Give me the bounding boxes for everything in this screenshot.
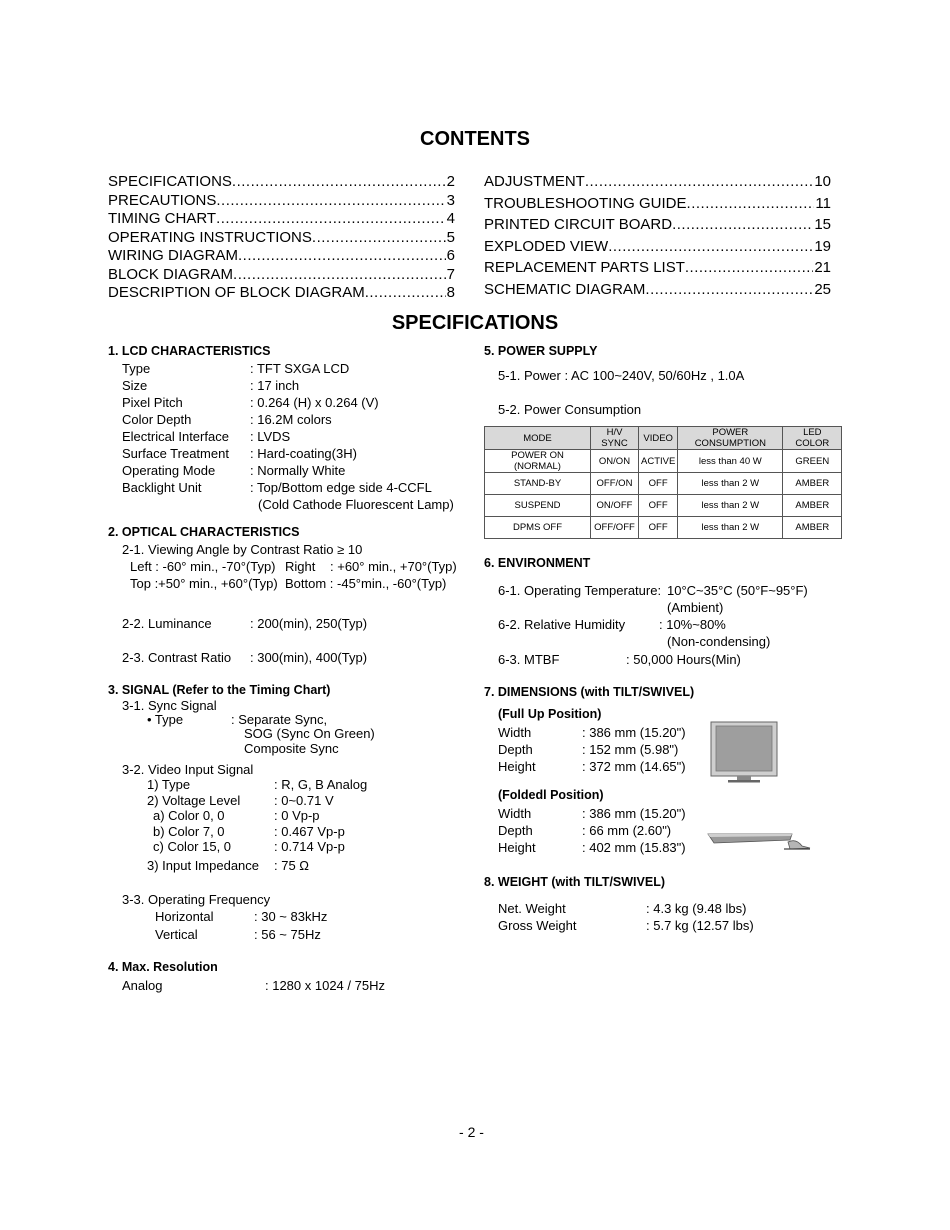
column-header: MODE bbox=[485, 427, 591, 450]
toc-left bbox=[108, 171, 455, 301]
dimensions-heading: 7. DIMENSIONS (with TILT/SWIVEL) bbox=[484, 685, 695, 699]
contents-title: CONTENTS bbox=[420, 128, 530, 150]
full-up-list bbox=[498, 724, 686, 775]
toc-item[interactable]: SPECIFICATIONS ..... 2 bbox=[108, 171, 455, 190]
spec-row: b) Color 7, 0 : 0.467 Vp-p bbox=[153, 823, 345, 839]
table-cell: OFF/OFF bbox=[591, 517, 639, 539]
sync-type-value: : Separate Sync, bbox=[231, 712, 328, 727]
table-cell: DPMS OFF bbox=[485, 517, 591, 539]
monitor-upright-illustration bbox=[708, 720, 780, 784]
spec-row: Color Depth : 16.2M colors bbox=[122, 412, 332, 427]
sync-type-label: • Type bbox=[147, 712, 184, 727]
spec-row: Depth : 152 mm (5.98") bbox=[498, 742, 679, 757]
lcd-list bbox=[122, 360, 454, 513]
resolution-label: Analog bbox=[122, 978, 163, 993]
table-header-row bbox=[485, 427, 842, 450]
vertical-label: Vertical bbox=[155, 927, 198, 942]
table-cell: less than 2 W bbox=[678, 495, 783, 517]
table-cell: STAND-BY bbox=[485, 473, 591, 495]
contrast-value: : 300(min), 400(Typ) bbox=[250, 650, 368, 665]
power-consumption-table bbox=[484, 426, 842, 539]
spec-row: Size : 17 inch bbox=[122, 378, 300, 393]
luminance-label: 2-2. Luminance bbox=[122, 616, 212, 631]
lcd-heading: 1. LCD CHARACTERISTICS bbox=[108, 344, 271, 358]
spec-row: Height : 402 mm (15.83") bbox=[498, 840, 686, 855]
left-angle: Left : -60° min., -70°(Typ) bbox=[130, 559, 276, 574]
gross-weight-value: : 5.7 kg (12.57 lbs) bbox=[646, 918, 754, 933]
power-consumption-title: 5-2. Power Consumption bbox=[498, 402, 642, 417]
bottom-angle: Bottom : -45°min., -60°(Typ) bbox=[285, 576, 447, 591]
table-cell: AMBER bbox=[783, 495, 842, 517]
horizontal-value: : 30 ~ 83kHz bbox=[254, 909, 328, 924]
toc-item[interactable]: DESCRIPTION OF BLOCK DIAGRAM ..... 8 bbox=[108, 282, 455, 301]
toc-item[interactable]: REPLACEMENT PARTS LIST ..... 21 bbox=[484, 257, 831, 279]
toc-item[interactable]: PRINTED CIRCUIT BOARD ..... 15 bbox=[484, 214, 831, 236]
toc-item[interactable]: TIMING CHART ..... 4 bbox=[108, 208, 455, 227]
humidity-note: (Non-condensing) bbox=[667, 634, 771, 649]
power-heading: 5. POWER SUPPLY bbox=[484, 344, 598, 358]
table-row bbox=[485, 495, 842, 517]
toc-item[interactable]: TROUBLESHOOTING GUIDE ..... 11 bbox=[484, 193, 831, 215]
spec-row: a) Color 0, 0 : 0 Vp-p bbox=[153, 808, 320, 823]
column-header: POWER CONSUMPTION bbox=[678, 427, 783, 450]
toc-item[interactable]: SCHEMATIC DIAGRAM ..... 25 bbox=[484, 279, 831, 301]
spec-row: Height : 372 mm (14.65") bbox=[498, 759, 686, 774]
top-angle: Top :+50° min., +60°(Typ) bbox=[130, 576, 278, 591]
table-cell: AMBER bbox=[783, 473, 842, 495]
specifications-title: SPECIFICATIONS bbox=[391, 312, 559, 334]
sync-signal-title: 3-1. Sync Signal bbox=[122, 698, 217, 713]
horizontal-label: Horizontal bbox=[155, 909, 214, 924]
spec-row: Width : 386 mm (15.20") bbox=[498, 725, 686, 740]
full-up-title: (Full Up Position) bbox=[498, 707, 602, 721]
temperature-value: 10°C~35°C (50°F~95°F) bbox=[667, 583, 808, 598]
table-cell: OFF bbox=[639, 473, 678, 495]
net-weight-value: : 4.3 kg (9.48 lbs) bbox=[646, 901, 747, 916]
table-cell: OFF bbox=[639, 495, 678, 517]
environment-heading: 6. ENVIRONMENT bbox=[484, 556, 591, 570]
optical-heading: 2. OPTICAL CHARACTERISTICS bbox=[108, 525, 300, 539]
table-cell: ON/OFF bbox=[591, 495, 639, 517]
table-cell: ACTIVE bbox=[639, 450, 678, 473]
spec-row: (Cold Cathode Fluorescent Lamp) bbox=[258, 497, 454, 512]
right-angle-value: : +60° min., +70°(Typ) bbox=[330, 559, 457, 574]
spec-row: Operating Mode : Normally White bbox=[122, 463, 346, 478]
humidity-value: : 10%~80% bbox=[659, 617, 726, 632]
luminance-value: : 200(min), 250(Typ) bbox=[250, 616, 368, 631]
table-cell: less than 40 W bbox=[678, 450, 783, 473]
page-number: - 2 - bbox=[459, 1124, 484, 1140]
toc-item[interactable]: WIRING DIAGRAM ..... 6 bbox=[108, 245, 455, 264]
toc-item[interactable]: PRECAUTIONS ..... 3 bbox=[108, 190, 455, 209]
folded-title: (Foldedl Position) bbox=[498, 788, 604, 802]
gross-weight-label: Gross Weight bbox=[498, 918, 577, 933]
signal-heading: 3. SIGNAL (Refer to the Timing Chart) bbox=[108, 683, 331, 697]
resolution-heading: 4. Max. Resolution bbox=[108, 960, 218, 974]
toc-item[interactable]: OPERATING INSTRUCTIONS ..... 5 bbox=[108, 227, 455, 246]
table-cell: less than 2 W bbox=[678, 517, 783, 539]
column-header: LED COLOR bbox=[783, 427, 842, 450]
vertical-value: : 56 ~ 75Hz bbox=[254, 927, 321, 942]
mtbf-label: 6-3. MTBF bbox=[498, 652, 560, 667]
spec-row: Type : TFT SXGA LCD bbox=[122, 361, 350, 376]
net-weight-label: Net. Weight bbox=[498, 901, 566, 916]
spec-row: Backlight Unit : Top/Bottom edge side 4-CCFL bbox=[122, 480, 432, 495]
resolution-value: : 1280 x 1024 / 75Hz bbox=[265, 978, 385, 993]
table-cell: less than 2 W bbox=[678, 473, 783, 495]
toc-item[interactable]: BLOCK DIAGRAM ..... 7 bbox=[108, 264, 455, 283]
table-cell: OFF bbox=[639, 517, 678, 539]
toc-right bbox=[484, 171, 831, 301]
sync-type-value: SOG (Sync On Green) bbox=[244, 726, 375, 741]
temperature-note: (Ambient) bbox=[667, 600, 724, 615]
spec-row: 2) Voltage Level : 0~0.71 V bbox=[147, 792, 334, 808]
table-cell: AMBER bbox=[783, 517, 842, 539]
table-row bbox=[485, 517, 842, 539]
frequency-title: 3-3. Operating Frequency bbox=[122, 892, 271, 907]
toc-item[interactable]: ADJUSTMENT ..... 10 bbox=[484, 171, 831, 193]
sync-type-value: Composite Sync bbox=[244, 741, 339, 756]
weight-heading: 8. WEIGHT (with TILT/SWIVEL) bbox=[484, 875, 665, 889]
video-input-list bbox=[147, 777, 367, 873]
spec-row: 3) Input Impedance : 75 Ω bbox=[147, 857, 310, 873]
table-row bbox=[485, 450, 842, 473]
mtbf-value: : 50,000 Hours(Min) bbox=[626, 652, 741, 667]
spec-row: 1) Type : R, G, B Analog bbox=[147, 777, 368, 792]
spec-row: Width : 386 mm (15.20") bbox=[498, 806, 686, 821]
power-line: 5-1. Power : AC 100~240V, 50/60Hz , 1.0A bbox=[498, 368, 745, 383]
humidity-label: 6-2. Relative Humidity bbox=[498, 617, 626, 632]
spec-row: Depth : 66 mm (2.60") bbox=[498, 823, 672, 838]
table-cell: SUSPEND bbox=[485, 495, 591, 517]
temperature-label: 6-1. Operating Temperature: bbox=[498, 583, 662, 598]
table-row bbox=[485, 473, 842, 495]
folded-list bbox=[498, 805, 686, 856]
right-angle-label: Right bbox=[285, 559, 316, 574]
spec-row: Surface Treatment : Hard-coating(3H) bbox=[122, 446, 357, 461]
table-cell: OFF/ON bbox=[591, 473, 639, 495]
spec-row: Electrical Interface : LVDS bbox=[122, 429, 291, 444]
column-header: H/V SYNC bbox=[591, 427, 639, 450]
contrast-label: 2-3. Contrast Ratio bbox=[122, 650, 232, 665]
spec-row: c) Color 15, 0 : 0.714 Vp-p bbox=[153, 839, 345, 854]
table-cell: ON/ON bbox=[591, 450, 639, 473]
monitor-folded-illustration bbox=[706, 828, 812, 854]
table-cell: GREEN bbox=[783, 450, 842, 473]
column-header: VIDEO bbox=[639, 427, 678, 450]
viewing-angle-title: 2-1. Viewing Angle by Contrast Ratio ≥ 10 bbox=[122, 542, 363, 557]
table-cell: POWER ON (NORMAL) bbox=[485, 450, 591, 473]
toc-item[interactable]: EXPLODED VIEW ..... 19 bbox=[484, 236, 831, 258]
video-input-title: 3-2. Video Input Signal bbox=[122, 762, 254, 777]
spec-row: Pixel Pitch : 0.264 (H) x 0.264 (V) bbox=[122, 395, 379, 410]
